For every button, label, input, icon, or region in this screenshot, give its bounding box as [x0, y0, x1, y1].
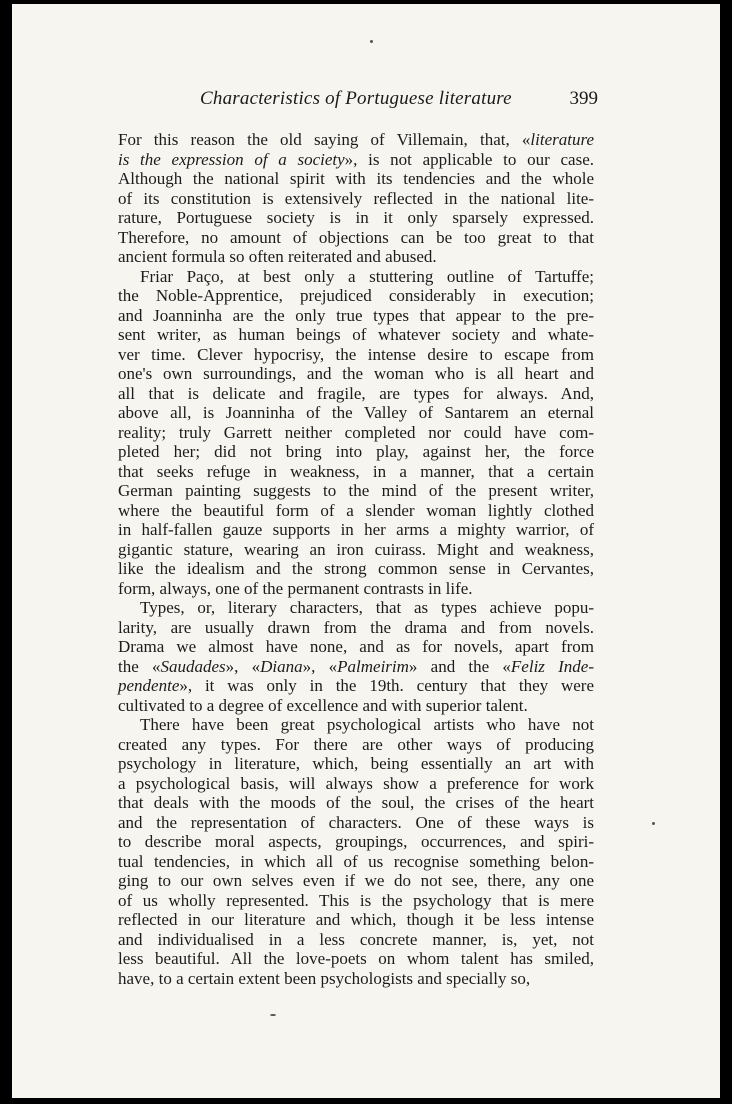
text-line: have, to a certain extent been psychologists and specially so, — [118, 968, 531, 988]
text-line: that deals with the moods of the soul, the crises of the heart — [118, 793, 594, 812]
text-line: ancient formula so often reiterated and abused. — [118, 247, 437, 266]
running-header — [200, 88, 600, 114]
text-line: above all, is Joanninha of the Valley of Santarem an eternal — [118, 403, 594, 422]
text-line: gigantic stature, wearing an iron cuirass. Might and weakness, — [118, 539, 594, 559]
text-line: Friar Paço, at best only a stuttering outline of Tartuffe; — [140, 266, 594, 286]
text-line: to describe moral aspects, groupings, occurrences, and spiri- — [118, 832, 594, 851]
speck — [370, 40, 373, 43]
paragraph — [118, 598, 594, 715]
text-line: where the beautiful form of a slender woman lightly clothed — [118, 500, 594, 520]
text-line: the «Saudades», «Diana», «Palmeirim» and the «Feliz Inde- — [118, 656, 595, 676]
text-line: psychology in literature, which, being essentially an art with — [118, 754, 594, 773]
text-line: a psychological basis, will always show a preference for work — [118, 773, 594, 793]
text-line: like the idealism and the strong common sense in Cervantes, — [118, 559, 594, 578]
text-line: that seeks refuge in weakness, in a manner, that a certain — [118, 461, 594, 481]
text-line: in half-fallen gauze supports in her arms a mighty warrior, of — [118, 520, 594, 539]
text-line: sent writer, as human beings of whatever society and whate- — [118, 325, 594, 344]
page-number: 399 — [569, 88, 598, 109]
text-line: created any types. For there are other ways of producing — [118, 734, 594, 754]
text-line: There have been great psychological artists who have not — [140, 715, 594, 734]
text-line: all that is delicate and fragile, are types for always. And, — [118, 383, 594, 403]
paragraph — [118, 267, 594, 599]
body-text — [118, 130, 594, 988]
text-line: of us wholly represented. This is the psychology that is mere — [118, 890, 594, 910]
text-line: form, always, one of the permanent contrasts in life. — [118, 578, 473, 598]
text-line: tual tendencies, in which all of us recognise something belon- — [118, 851, 594, 871]
text-line: ver time. Clever hypocrisy, the intense desire to escape from — [118, 344, 594, 364]
text-line: Drama we almost have none, and as for novels, apart from — [118, 637, 594, 656]
text-line: Types, or, literary characters, that as types achieve popu- — [140, 598, 594, 617]
text-line: is the expression of a society», is not applicable to our case. — [118, 149, 594, 169]
text-line: pendente», it was only in the 19th. century that they were — [118, 676, 594, 695]
text-line: Although the national spirit with its tendencies and the whole — [118, 169, 594, 188]
text-line: German painting suggests to the mind of the present writer, — [118, 481, 594, 500]
text-line: reality; truly Garrett neither completed nor could have com- — [118, 422, 594, 442]
text-line: one's own surroundings, and the woman who is all heart and — [118, 364, 594, 383]
text-line: larity, are usually drawn from the drama and from novels. — [118, 617, 594, 637]
text-line: For this reason the old saying of Villemain, that, «literature — [118, 130, 594, 149]
paragraph — [118, 130, 594, 267]
paragraph — [118, 715, 594, 988]
text-line: ging to our own selves even if we do not see, there, any one — [118, 871, 594, 890]
text-line: less beautiful. All the love-poets on whom talent has smiled, — [118, 949, 594, 968]
text-line: and Joanninha are the only true types that appear to the pre- — [118, 305, 594, 325]
text-line: the Noble-Apprentice, prejudiced considerably in execution; — [118, 286, 594, 305]
text-line: reflected in our literature and which, though it be less intense — [118, 910, 594, 929]
text-line: and individualised in a less concrete manner, is, yet, not — [118, 929, 594, 949]
running-title: Characteristics of Portuguese literature — [200, 88, 512, 109]
speck — [270, 1014, 276, 1016]
text-line: Therefore, no amount of objections can be too great to that — [118, 227, 594, 247]
text-line: of its constitution is extensively reflected in the national lite- — [118, 188, 594, 208]
text-line: and the representation of characters. One of these ways is — [118, 812, 594, 832]
text-line: cultivated to a degree of excellence and with superior talent. — [118, 695, 528, 715]
text-line: pleted her; did not bring into play, against her, the force — [118, 442, 594, 461]
text-line: rature, Portuguese society is in it only sparsely expressed. — [118, 208, 594, 227]
speck — [652, 822, 655, 825]
